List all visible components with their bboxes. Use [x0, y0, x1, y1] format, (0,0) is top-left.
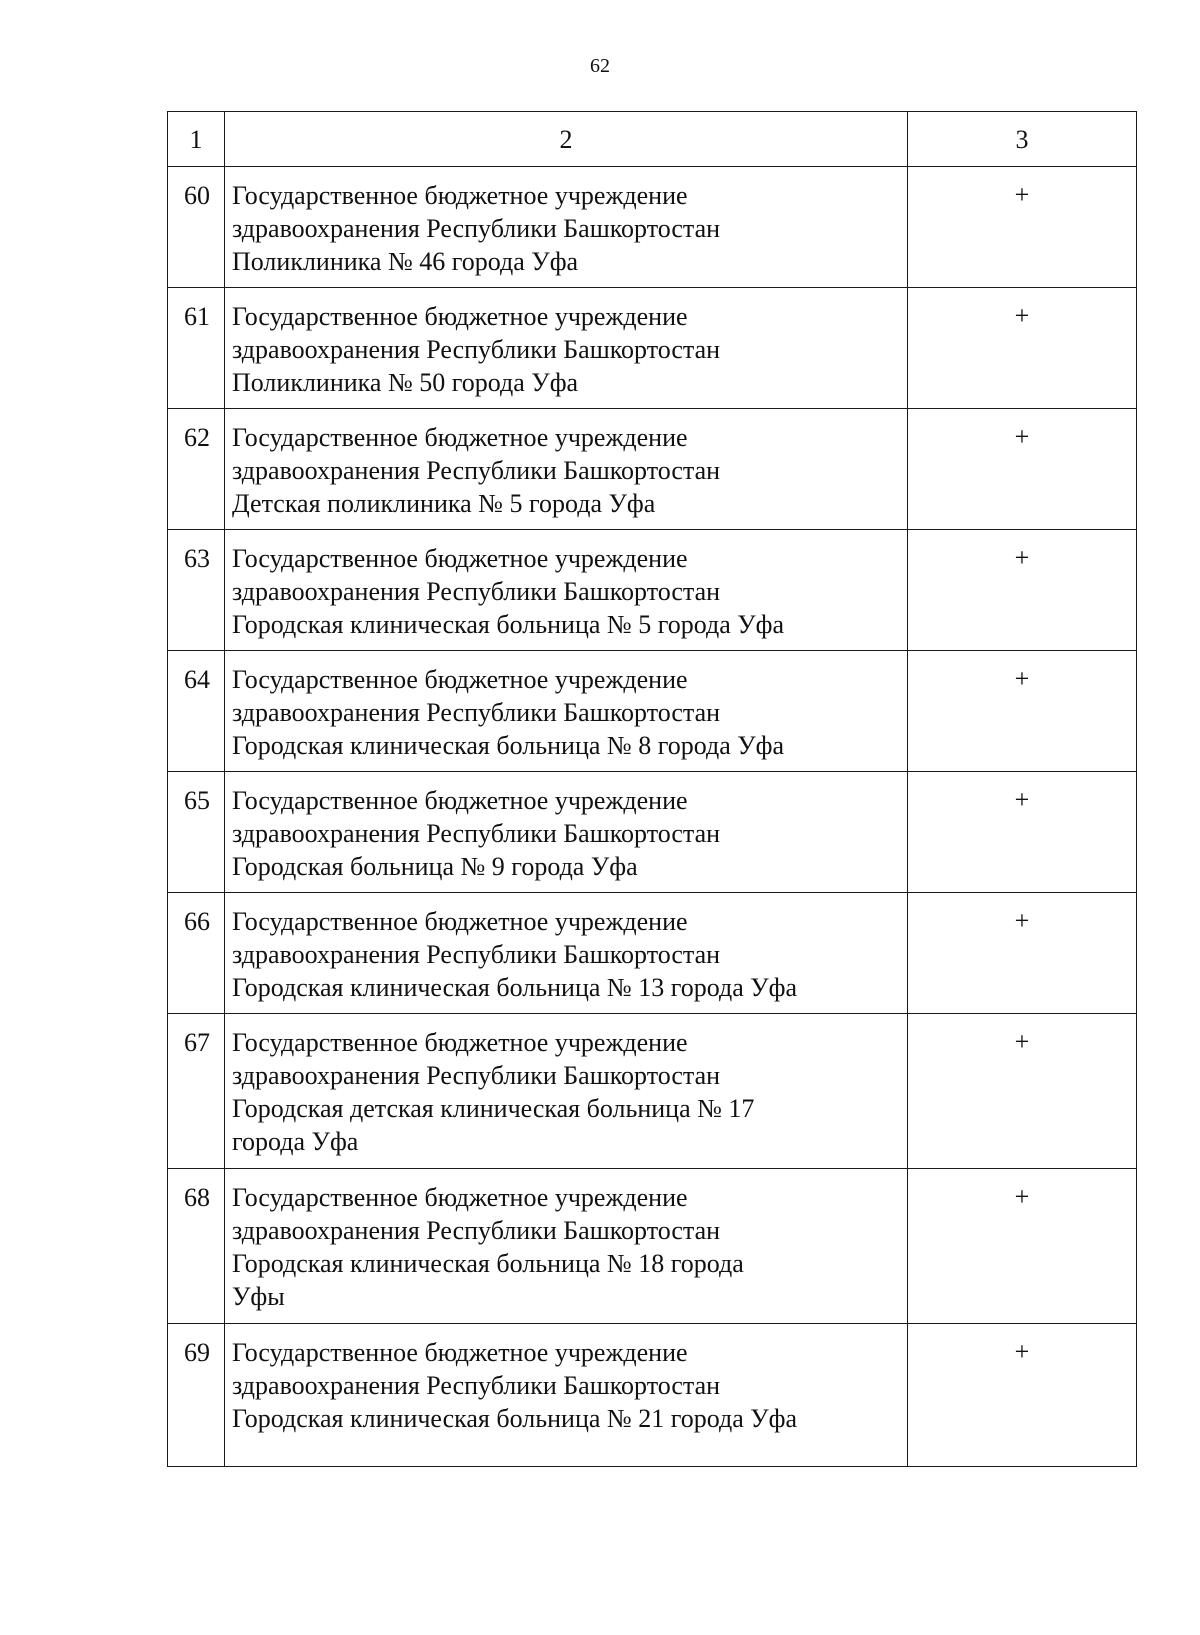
table-row	[168, 1014, 1137, 1169]
row-number: 60	[168, 167, 225, 288]
name-line: Городская клиническая больница № 21 города Уфа	[232, 1404, 798, 1433]
row-number: 69	[168, 1324, 225, 1467]
plus-mark: +	[908, 409, 1137, 530]
institution-name	[225, 1324, 908, 1467]
institution-name	[225, 1169, 908, 1324]
name-line: здравоохранения Республики Башкортостан	[232, 577, 721, 606]
row-number: 66	[168, 893, 225, 1014]
column-header-name: 2	[225, 112, 908, 167]
name-line: здравоохранения Республики Башкортостан	[232, 1371, 721, 1400]
name-line: Государственное бюджетное учреждение	[232, 1028, 688, 1057]
row-number: 63	[168, 530, 225, 651]
institution-name	[225, 530, 908, 651]
institution-name	[225, 772, 908, 893]
name-line: здравоохранения Республики Башкортостан	[232, 1216, 721, 1245]
name-line: Поликлиника № 50 города Уфа	[232, 368, 579, 397]
name-line: Государственное бюджетное учреждение	[232, 302, 688, 331]
institution-name	[225, 893, 908, 1014]
name-line: здравоохранения Республики Башкортостан	[232, 940, 721, 969]
table-row	[168, 651, 1137, 772]
name-line: Поликлиника № 46 города Уфа	[232, 247, 579, 276]
plus-mark: +	[908, 651, 1137, 772]
institution-name	[225, 651, 908, 772]
name-line: Государственное бюджетное учреждение	[232, 181, 688, 210]
plus-mark: +	[908, 893, 1137, 1014]
institution-name	[225, 167, 908, 288]
name-line: Государственное бюджетное учреждение	[232, 544, 688, 573]
plus-mark: +	[908, 772, 1137, 893]
column-header-number: 1	[168, 112, 225, 167]
name-line: Государственное бюджетное учреждение	[232, 786, 688, 815]
name-line: здравоохранения Республики Башкортостан	[232, 698, 721, 727]
page-number: 62	[590, 55, 610, 77]
name-line: Государственное бюджетное учреждение	[232, 1183, 688, 1212]
plus-mark: +	[908, 1324, 1137, 1467]
name-line: Городская клиническая больница № 8 города Уфа	[232, 731, 785, 760]
institution-name	[225, 1014, 908, 1169]
name-line: здравоохранения Республики Башкортостан	[232, 456, 721, 485]
plus-mark: +	[908, 530, 1137, 651]
institutions-table	[167, 111, 1137, 1467]
row-number: 67	[168, 1014, 225, 1169]
table-row	[168, 288, 1137, 409]
institution-name	[225, 409, 908, 530]
name-line: Уфы	[232, 1282, 285, 1311]
name-line: Городская детская клиническая больница № 17	[232, 1094, 755, 1123]
table-row	[168, 167, 1137, 288]
table-row	[168, 1324, 1137, 1467]
plus-mark: +	[908, 167, 1137, 288]
table-row	[168, 893, 1137, 1014]
row-number: 65	[168, 772, 225, 893]
name-line: Государственное бюджетное учреждение	[232, 1338, 688, 1367]
name-line: здравоохранения Республики Башкортостан	[232, 214, 721, 243]
plus-mark: +	[908, 1169, 1137, 1324]
name-line: города Уфа	[232, 1127, 359, 1156]
table-header-row	[168, 112, 1137, 167]
institution-name	[225, 288, 908, 409]
column-header-mark: 3	[908, 112, 1137, 167]
name-line: Городская больница № 9 города Уфа	[232, 852, 638, 881]
name-line: Детская поликлиника № 5 города Уфа	[232, 489, 656, 518]
name-line: здравоохранения Республики Башкортостан	[232, 335, 721, 364]
name-line: Государственное бюджетное учреждение	[232, 665, 688, 694]
table-row	[168, 409, 1137, 530]
plus-mark: +	[908, 1014, 1137, 1169]
plus-mark: +	[908, 288, 1137, 409]
row-number: 64	[168, 651, 225, 772]
name-line: Городская клиническая больница № 13 города Уфа	[232, 973, 798, 1002]
row-number: 62	[168, 409, 225, 530]
name-line: Государственное бюджетное учреждение	[232, 907, 688, 936]
row-number: 61	[168, 288, 225, 409]
name-line: Городская клиническая больница № 5 города Уфа	[232, 610, 785, 639]
name-line: Государственное бюджетное учреждение	[232, 423, 688, 452]
table-row	[168, 530, 1137, 651]
table-row	[168, 772, 1137, 893]
row-number: 68	[168, 1169, 225, 1324]
name-line: здравоохранения Республики Башкортостан	[232, 1061, 721, 1090]
table-row	[168, 1169, 1137, 1324]
name-line: Городская клиническая больница № 18 города	[232, 1249, 744, 1278]
name-line: здравоохранения Республики Башкортостан	[232, 819, 721, 848]
